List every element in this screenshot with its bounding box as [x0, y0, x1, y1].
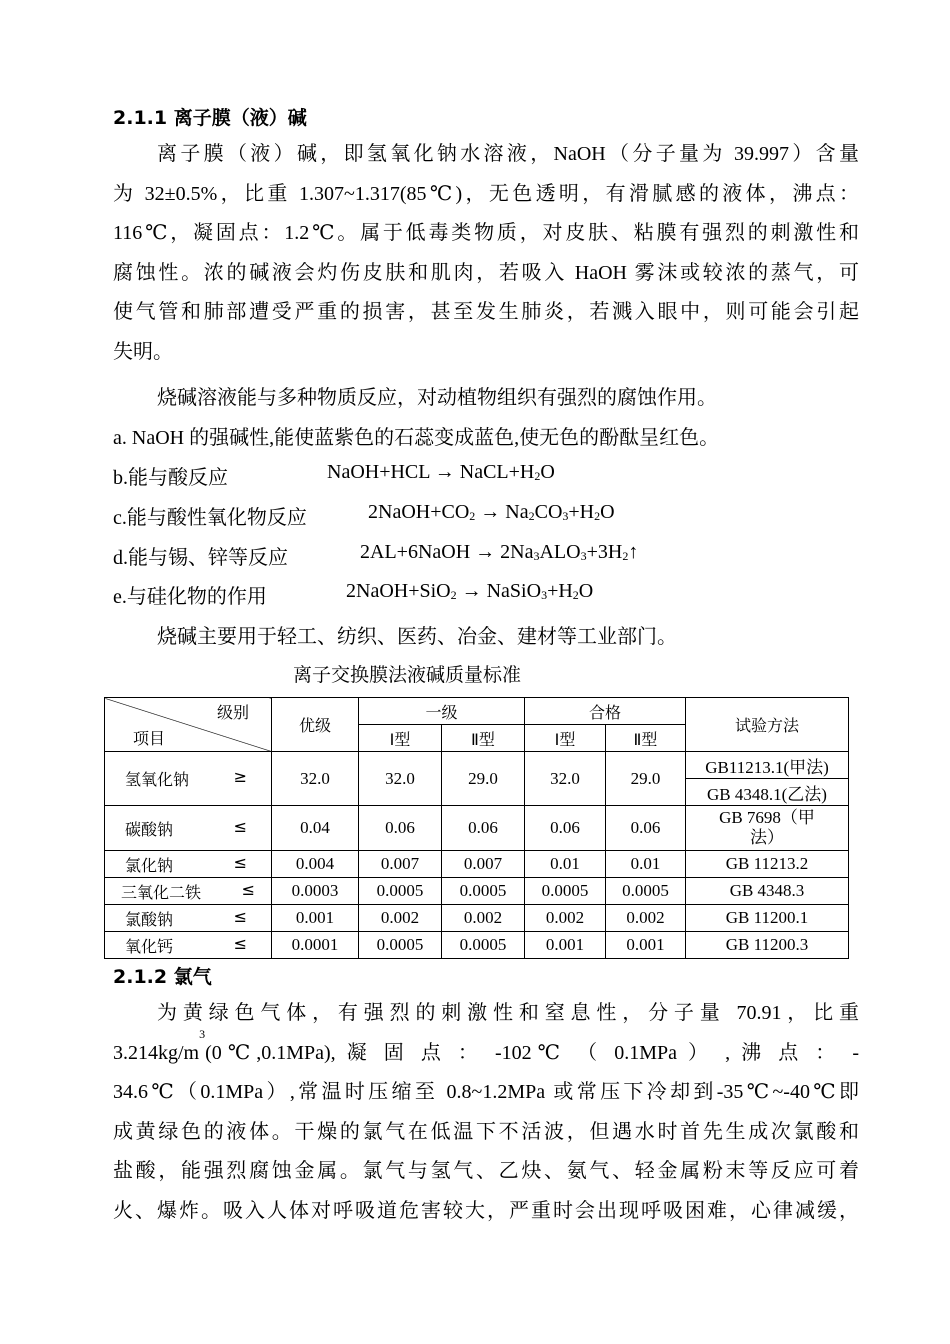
paragraph-naoh-properties	[113, 135, 859, 372]
item-name: 碳酸钠	[125, 819, 174, 839]
paragraph-reactivity: 烧碱溶液能与多种物质反应，对动植物组织有强烈的腐蚀作用。	[157, 387, 717, 409]
cell-value: 0.04	[272, 806, 359, 851]
quality-standard-table	[104, 697, 849, 959]
item-name: 氧化钙	[125, 936, 174, 956]
cell-method: GB 11200.1	[686, 905, 849, 932]
paragraph-chlorine	[113, 994, 859, 1231]
paragraph-uses: 烧碱主要用于轻工、纺织、医药、冶金、建材等工业部门。	[157, 626, 677, 648]
header-type-1: Ⅰ型	[525, 725, 606, 752]
section-heading-chlorine: 2.1.2 氯气	[113, 966, 212, 988]
header-type-2: Ⅱ型	[442, 725, 525, 752]
cell-value: 32.0	[525, 752, 606, 806]
header-test-method: 试验方法	[686, 698, 849, 752]
corner-grade-label: 级别	[216, 703, 249, 722]
text-run: 3.214kg/m	[113, 1041, 200, 1064]
text-line: 使气管和肺部遭受严重的损害，甚至发生肺炎，若溅入眼中，则可能会引起	[113, 301, 859, 323]
cell-value: 29.0	[606, 752, 686, 806]
text-line: 116℃，凝固点：1.2℃。属于低毒类物质，对皮肤、粘膜有强烈的刺激性和	[113, 222, 859, 244]
header-superior: 优级	[272, 698, 359, 752]
table-row	[105, 752, 849, 779]
superscript: 3	[199, 1026, 206, 1041]
table-row	[105, 905, 849, 932]
item-name: 三氧化二铁	[121, 882, 202, 902]
table-row	[105, 851, 849, 878]
row-item	[105, 932, 272, 959]
item-operator: ≥	[233, 767, 247, 786]
cell-value: 0.001	[525, 932, 606, 959]
cell-value: 32.0	[359, 752, 442, 806]
method-line: GB 7698（甲	[719, 808, 815, 827]
cell-value: 0.0005	[442, 878, 525, 905]
cell-value: 0.002	[442, 905, 525, 932]
row-item	[105, 806, 272, 851]
item-operator: ≤	[241, 879, 255, 899]
text-line: 为黄绿色气体，有强烈的刺激性和窒息性，分子量 70.91，比重	[157, 1002, 859, 1024]
text-line	[113, 1026, 859, 1074]
text-line: 成黄绿色的液体。干燥的氯气在低温下不活波，但遇水时首先生成次氯酸和	[113, 1120, 859, 1143]
cell-value: 0.001	[606, 932, 686, 959]
equation-e: 2NaOH+SiO$_2$ → $NaSiO_3+H_2O$	[346, 580, 594, 602]
equation-b: NaOH+HCL → $NaCL+H_2O$	[327, 461, 555, 483]
cell-value: 0.01	[606, 851, 686, 878]
cell-value: 0.0001	[272, 932, 359, 959]
text-line: 盐酸，能强烈腐蚀金属。氯气与氢气、乙炔、氨气、轻金属粉末等反应可着	[113, 1160, 859, 1182]
cell-method: GB 4348.3	[686, 878, 849, 905]
text-line: 失明。	[113, 340, 173, 363]
method-line: 法）	[750, 828, 784, 847]
cell-value: 0.0005	[359, 878, 442, 905]
cell-value: 32.0	[272, 752, 359, 806]
cell-value: 0.007	[442, 851, 525, 878]
table-row	[105, 932, 849, 959]
item-name: 氯酸钠	[125, 909, 174, 929]
text-line: 为 32±0.5%，比重 1.307~1.317(85℃)，无色透明，有滑腻感的液体，沸点：	[113, 182, 859, 205]
cell-method	[686, 806, 849, 851]
equation-d: 2AL+6NaOH → $2Na_3ALO_3+3H_2↑$	[360, 541, 639, 563]
item-operator: ≤	[233, 852, 247, 872]
item-name: 氯化钠	[125, 855, 174, 875]
item-d-label: d.能与锡、锌等反应	[113, 547, 288, 569]
cell-value: 0.007	[359, 851, 442, 878]
cell-value: 0.06	[525, 806, 606, 851]
cell-value: 0.0005	[359, 932, 442, 959]
cell-value: 0.004	[272, 851, 359, 878]
section-heading-naoh: 2.1.1 离子膜（液）碱	[113, 107, 307, 129]
cell-value: 0.001	[272, 905, 359, 932]
item-operator: ≤	[233, 933, 247, 953]
header-first-grade: 一级	[359, 698, 525, 725]
cell-method: GB 4348.1(乙法)	[686, 779, 849, 806]
cell-value: 0.0005	[525, 878, 606, 905]
item-operator: ≤	[233, 906, 247, 926]
item-name: 氢氧化钠	[125, 770, 190, 789]
text-line: 34.6℃（0.1MPa）,常温时压缩至 0.8~1.2MPa 或常压下冷却到-35℃~-40℃即	[113, 1081, 859, 1103]
header-type-1: Ⅰ型	[359, 725, 442, 752]
row-item	[105, 905, 272, 932]
cell-value: 0.002	[525, 905, 606, 932]
cell-value: 0.0003	[272, 878, 359, 905]
cell-value: 0.06	[606, 806, 686, 851]
table-corner-header	[105, 698, 272, 752]
table-row	[105, 806, 849, 851]
equation-c: $2NaOH+CO_2 \to Na_2CO_3+H_2O$	[368, 501, 615, 523]
cell-method: GB 11200.3	[686, 932, 849, 959]
row-item	[105, 752, 272, 806]
text-run: (0℃,0.1MPa), 凝 固 点 ： -102℃ （ 0.1MPa ） , 沸 点 ： -	[205, 1041, 859, 1064]
header-type-2: Ⅱ型	[606, 725, 686, 752]
cell-method: GB11213.1(甲法)	[686, 752, 849, 779]
cell-value: 0.06	[359, 806, 442, 851]
row-item	[105, 878, 272, 905]
cell-value: 29.0	[442, 752, 525, 806]
cell-value: 0.0005	[606, 878, 686, 905]
item-c-label: c.能与酸性氧化物反应	[113, 507, 307, 529]
table-row	[105, 878, 849, 905]
row-item	[105, 851, 272, 878]
cell-method: GB 11213.2	[686, 851, 849, 878]
corner-item-label: 项目	[133, 729, 166, 748]
item-b-label: b.能与酸反应	[113, 467, 228, 489]
item-e-label: e.与硅化物的作用	[113, 586, 267, 608]
table-caption: 离子交换膜法液碱质量标准	[293, 664, 522, 686]
item-operator: ≤	[233, 816, 247, 836]
text-line: 火、爆炸。吸入人体对呼吸道危害较大，严重时会出现呼吸困难，心律减缓，	[113, 1199, 859, 1222]
text-line: 离子膜（液）碱，即氢氧化钠水溶液，NaOH（分子量为 39.997）含量	[157, 143, 859, 165]
cell-value: 0.01	[525, 851, 606, 878]
cell-value: 0.0005	[442, 932, 525, 959]
item-a: a. NaOH 的强碱性,能使蓝紫色的石蕊变成蓝色,使无色的酚酞呈红色。	[113, 427, 720, 449]
text-line: 腐蚀性。浓的碱液会灼伤皮肤和肌肉，若吸入 HaOH 雾沫或较浓的蒸气，可	[113, 261, 859, 284]
cell-value: 0.002	[606, 905, 686, 932]
header-qualified: 合格	[525, 698, 686, 725]
cell-value: 0.06	[442, 806, 525, 851]
cell-value: 0.002	[359, 905, 442, 932]
